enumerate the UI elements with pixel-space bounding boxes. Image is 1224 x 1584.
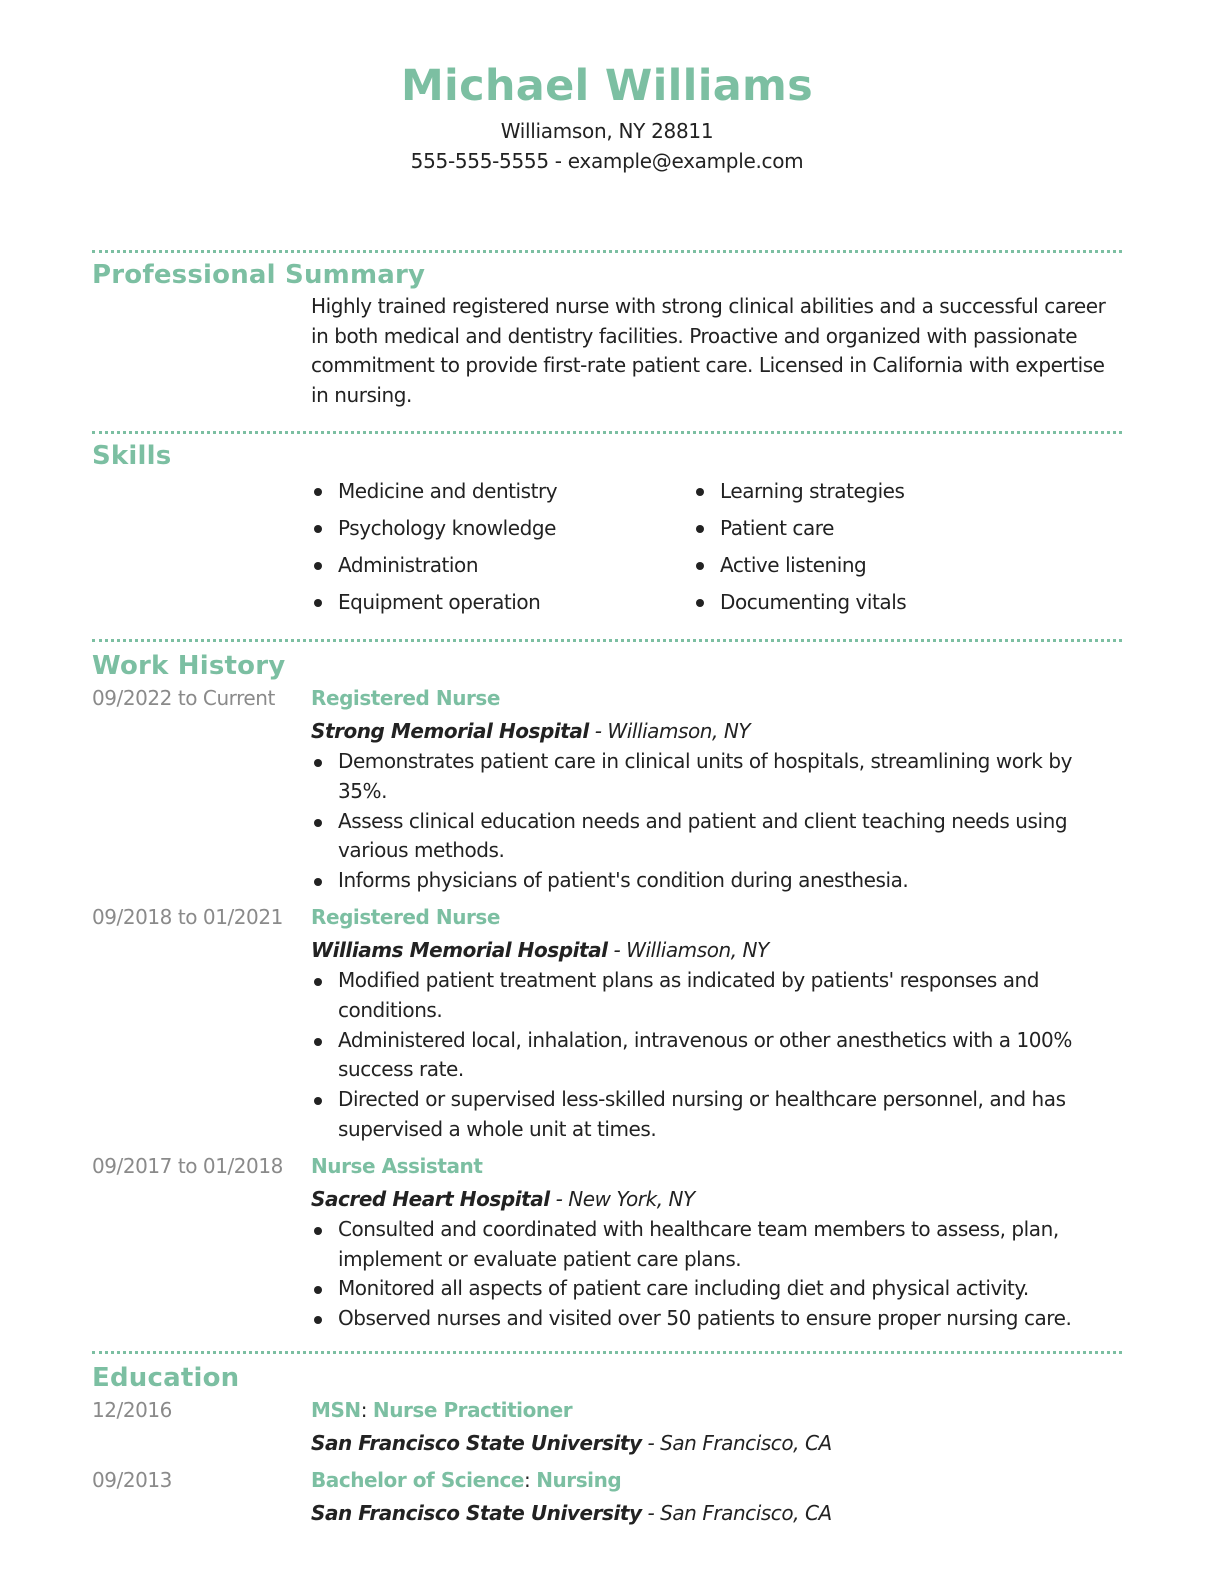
- job-bullet: Observed nurses and visited over 50 patients to ensure proper nursing care.: [311, 1304, 1121, 1334]
- education-date: 09/2013: [92, 1468, 172, 1492]
- job-entry: [92, 901, 1122, 1145]
- degree-line: Bachelor of Science: Nursing: [311, 1468, 622, 1492]
- summary-title: Professional Summary: [92, 260, 426, 290]
- degree-name: MSN: [311, 1398, 361, 1422]
- school-location: - San Francisco, CA: [641, 1431, 832, 1455]
- job-bullet: Monitored all aspects of patient care including diet and physical activity.: [311, 1274, 1121, 1304]
- summary-section: [92, 250, 1122, 431]
- job-bullet: Directed or supervised less-skilled nursing or healthcare personnel, and has supervised a whole unit at times.: [311, 1085, 1121, 1145]
- education-date: 12/2016: [92, 1398, 172, 1422]
- skill-item: Patient care: [693, 510, 1075, 547]
- school-name: San Francisco State University: [311, 1501, 642, 1525]
- skill-item: Psychology knowledge: [311, 510, 693, 547]
- employer-location: - Williamson, NY: [588, 719, 751, 743]
- skills-section: [92, 431, 1122, 639]
- skill-item: Administration: [311, 547, 693, 584]
- degree-name: Bachelor of Science: [311, 1468, 525, 1492]
- job-body: [311, 682, 1121, 896]
- job-bullet: Modified patient treatment plans as indicated by patients' responses and conditions.: [311, 966, 1121, 1026]
- school-line: [311, 1427, 1121, 1459]
- education-entry: [92, 1394, 1122, 1459]
- education-body: [311, 1394, 1121, 1459]
- job-bullets: [311, 966, 1121, 1145]
- education-entry: [92, 1464, 1122, 1529]
- contact-line: 555-555-5555 - example@example.com: [410, 149, 804, 173]
- school-line: [311, 1497, 1121, 1529]
- job-bullet: Informs physicians of patient's condition during anesthesia.: [311, 866, 1121, 896]
- employer-line: [311, 934, 1121, 966]
- skills-column-right: [693, 473, 1075, 621]
- skill-item: Medicine and dentistry: [311, 473, 693, 510]
- skill-item: Active listening: [693, 547, 1075, 584]
- job-dates: 09/2022 to Current: [92, 686, 275, 710]
- school-location: - San Francisco, CA: [641, 1501, 832, 1525]
- job-title: Nurse Assistant: [311, 1153, 483, 1178]
- job-dates: 09/2018 to 01/2021: [92, 904, 283, 929]
- work-history-section: [92, 639, 1122, 1351]
- resume-page: [92, 0, 1122, 1529]
- skill-item: Equipment operation: [311, 584, 693, 621]
- employer-location: - Williamson, NY: [607, 937, 769, 962]
- job-entry: [92, 1150, 1122, 1334]
- job-bullet: Administered local, inhalation, intravenous or other anesthetics with a 100% success rate.: [311, 1026, 1121, 1086]
- degree-field: Nursing: [536, 1468, 622, 1492]
- resume-header: [92, 0, 1122, 192]
- education-section: [92, 1351, 1122, 1529]
- candidate-name: Michael Williams: [400, 61, 814, 111]
- employer-name: Strong Memorial Hospital: [311, 719, 589, 743]
- employer-name: Williams Memorial Hospital: [311, 937, 608, 962]
- employer-line: [311, 715, 1121, 747]
- job-title: Registered Nurse: [311, 686, 500, 710]
- skill-item: Documenting vitals: [693, 584, 1075, 621]
- summary-text: Highly trained registered nurse with strong clinical abilities and a successful career in both medical and dentistry facilities. Proactive and organized with passionate commitment to provide first-rate patient care. Licensed in California with expertise in nursing.: [311, 294, 1106, 407]
- employer-name: Sacred Heart Hospital: [311, 1186, 550, 1211]
- job-bullets: [311, 747, 1121, 896]
- skills-column-left: [311, 473, 693, 621]
- skills-title: Skills: [92, 441, 172, 471]
- job-title: Registered Nurse: [311, 904, 500, 929]
- degree-field: Nurse Practitioner: [372, 1398, 573, 1422]
- skill-item: Learning strategies: [693, 473, 1075, 510]
- address-line: Williamson, NY 28811: [500, 119, 714, 143]
- job-body: [311, 901, 1121, 1145]
- summary-content: [311, 292, 1121, 410]
- employer-location: - New York, NY: [549, 1186, 695, 1211]
- school-name: San Francisco State University: [311, 1431, 642, 1455]
- job-bullet: Demonstrates patient care in clinical units of hospitals, streamlining work by 35%.: [311, 747, 1121, 807]
- education-body: [311, 1464, 1121, 1529]
- work-history-title: Work History: [92, 651, 286, 681]
- skills-grid: [311, 473, 1121, 621]
- job-bullet: Assess clinical education needs and patient and client teaching needs using various methods.: [311, 807, 1121, 867]
- job-entry: [92, 682, 1122, 896]
- job-bullet: Consulted and coordinated with healthcare team members to assess, plan, implement or evaluate patient care plans.: [311, 1215, 1121, 1275]
- degree-line: MSN: Nurse Practitioner: [311, 1398, 573, 1422]
- job-dates: 09/2017 to 01/2018: [92, 1153, 283, 1178]
- job-body: [311, 1150, 1121, 1334]
- job-bullets: [311, 1215, 1121, 1334]
- education-title: Education: [92, 1363, 240, 1393]
- employer-line: [311, 1183, 1121, 1215]
